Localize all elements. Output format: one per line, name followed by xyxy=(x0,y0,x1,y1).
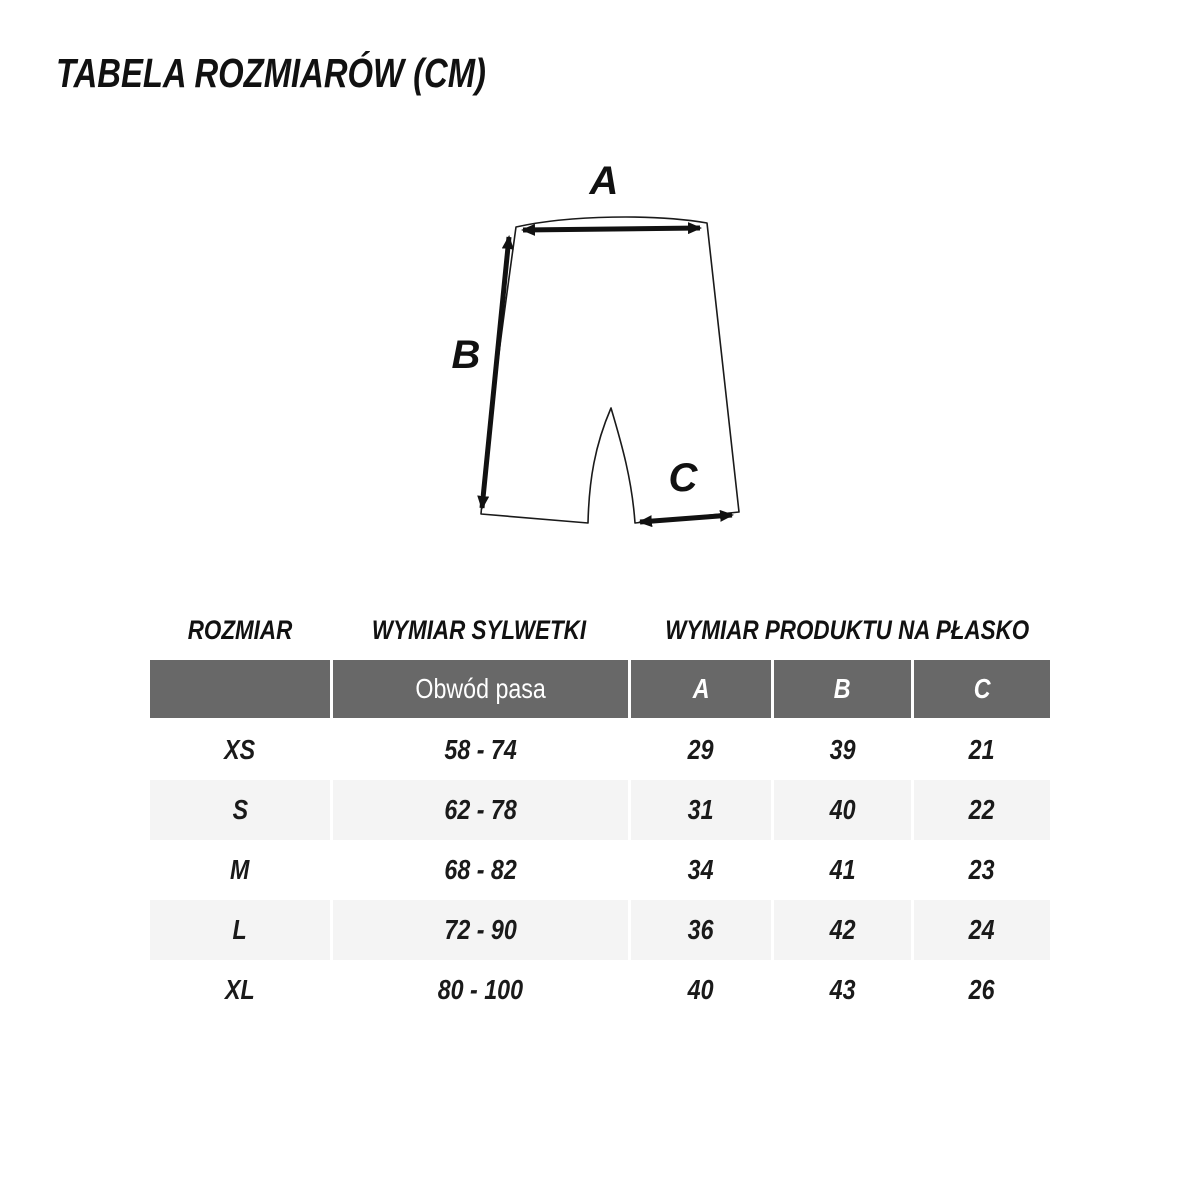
row-m-a: 34 xyxy=(628,840,771,900)
header-cell-b: B xyxy=(771,660,911,718)
row-xs-waist: 58 - 74 xyxy=(330,720,628,780)
row-xs-c: 21 xyxy=(911,720,1050,780)
row-xl-a: 40 xyxy=(628,960,771,1020)
arrow-a-waist xyxy=(523,228,700,230)
row-xl-waist: 80 - 100 xyxy=(330,960,628,1020)
arrow-c-leg-opening xyxy=(640,515,732,522)
row-m-waist: 68 - 82 xyxy=(330,840,628,900)
row-s-b: 40 xyxy=(771,780,911,840)
row-m-b: 41 xyxy=(771,840,911,900)
row-m-size: M xyxy=(230,854,250,885)
diagram-label-c: C xyxy=(668,456,698,500)
shorts-diagram xyxy=(430,150,790,580)
row-xl-c: 26 xyxy=(911,960,1050,1020)
header-cell-a: A xyxy=(628,660,771,718)
row-l-size: L xyxy=(150,900,330,960)
header-cell-waist: Obwód pasa xyxy=(330,660,628,718)
row-xs-size: XS xyxy=(224,734,256,765)
diagram-label-a: A xyxy=(589,159,619,203)
size-table xyxy=(150,660,1050,1020)
header-cell-empty xyxy=(150,660,330,718)
row-l-waist: 72 - 90 xyxy=(330,900,628,960)
row-l-a: 36 xyxy=(628,900,771,960)
header-cell-c: C xyxy=(911,660,1050,718)
table-group-headers xyxy=(0,615,1200,645)
group-header-size: ROZMIAR xyxy=(187,615,293,645)
group-header-product-flat: WYMIAR PRODUKTU NA PŁASKO xyxy=(665,615,1030,645)
row-xl-b: 43 xyxy=(771,960,911,1020)
page-title xyxy=(56,49,593,97)
row-xs-a: 29 xyxy=(628,720,771,780)
row-s-a: 31 xyxy=(628,780,771,840)
group-header-body-measure: WYMIAR SYLWETKI xyxy=(371,615,587,645)
arrow-b-side-length xyxy=(482,237,509,508)
row-xl-size: XL xyxy=(225,974,255,1005)
row-xs-b: 39 xyxy=(771,720,911,780)
row-s-c: 22 xyxy=(911,780,1050,840)
row-l-c: 24 xyxy=(911,900,1050,960)
diagram-label-b: B xyxy=(451,333,481,377)
shorts-outline-shape xyxy=(481,217,739,523)
row-m-c: 23 xyxy=(911,840,1050,900)
row-s-size: S xyxy=(150,780,330,840)
page-title-text: TABELA ROZMIARÓW (CM) xyxy=(56,50,486,96)
row-l-b: 42 xyxy=(771,900,911,960)
row-s-waist: 62 - 78 xyxy=(330,780,628,840)
